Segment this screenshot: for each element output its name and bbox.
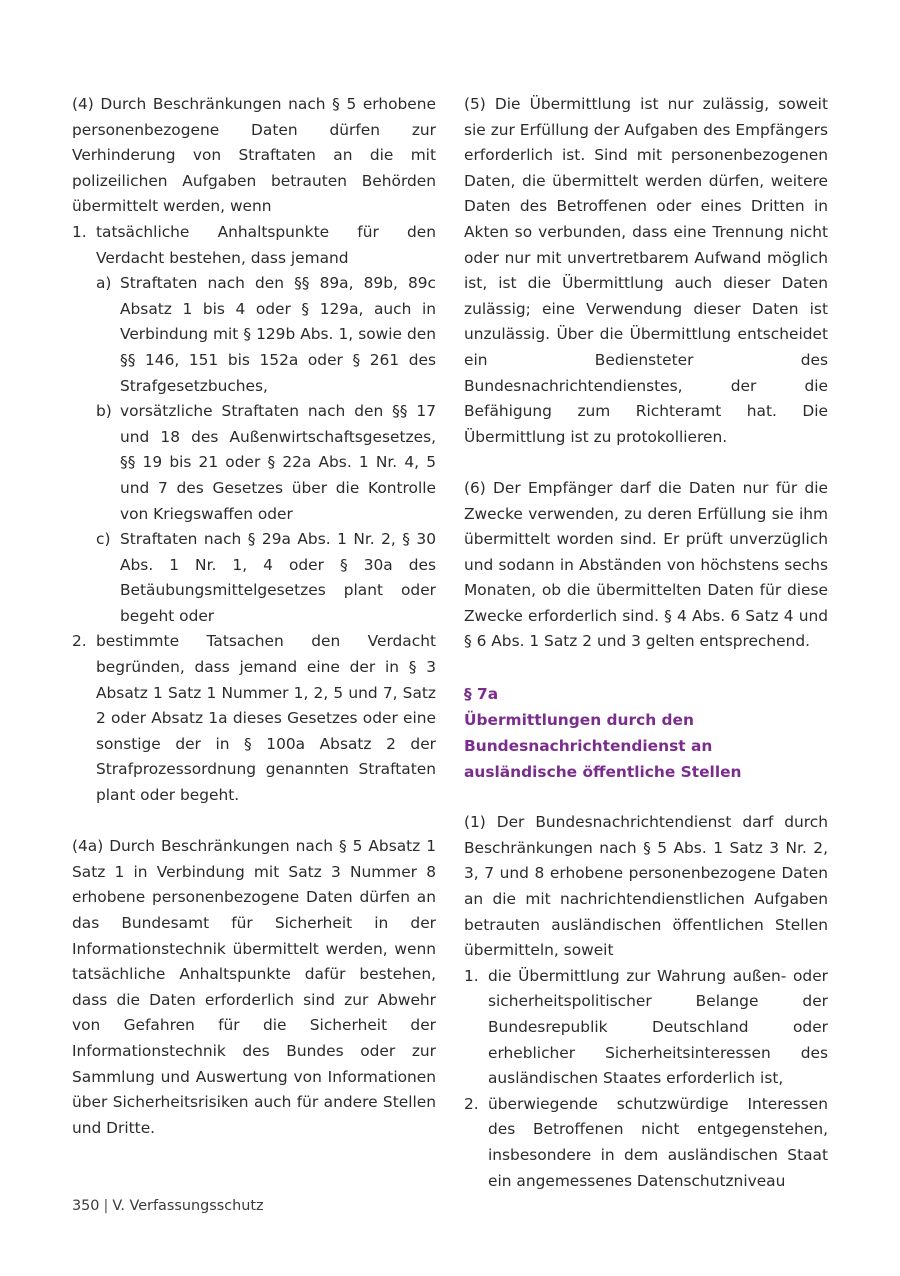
list-text: überwiegende schutzwürdige Interessen des Betroffenen nicht entgegenstehen, insbesondere in dem ausländischen Staat ein angemessenes Datenschutzniveau — [488, 1094, 828, 1190]
page-number: 350 — [72, 1198, 100, 1214]
sublist-item — [96, 271, 436, 399]
paragraph-4-intro: (4) Durch Beschränkungen nach § 5 erhobene personenbezogene Daten dürfen zur Verhinderung von Straftaten an die mit polizeilichen Aufgaben betrauten Behörden übermittelt werden, wenn — [72, 95, 436, 216]
sublist-text: Straftaten nach den §§ 89a, 89b, 89c Absatz 1 bis 4 oder § 129a, auch in Verbindung mit § 129b Abs. 1, sowie den §§ 146, 151 bis 152a oder § 261 des Strafgesetzbuches, — [120, 274, 436, 395]
list-item — [464, 1092, 828, 1194]
sublist-text: vorsätzliche Straftaten nach den §§ 17 und 18 des Außenwirtschaftsgesetzes, §§ 19 bis 21 oder § 22a Abs. 1 Nr. 4, 5 und 7 des Gesetzes über die Kontrolle von Kriegswaffen oder — [120, 402, 436, 523]
paragraph-5: (5) Die Übermittlung ist nur zulässig, soweit sie zur Erfüllung der Aufgaben des Empfängers erforderlich ist. Sind mit personenbezogenen Daten, die übermittelt werden dürfen, weitere Daten des Betroffenen oder eines Dritten in Akten so verbunden, dass eine Trennung nicht oder nur mit unvertretbarem Aufwand möglich ist, ist die Übermittlung auch dieser Daten zulässig; eine Verwendung dieser Daten ist unzulässig. Über die Übermittlung entscheidet ein Bediensteter des Bundesnachrichtendienstes, der die Befähigung zum Richteramt hat. Die Übermittlung ist zu protokollieren. — [464, 95, 828, 446]
chapter-title: V. Verfassungsschutz — [112, 1198, 264, 1214]
list-text: die Übermittlung zur Wahrung außen- oder sicherheitspolitischer Belange der Bundesrepublik Deutschland oder erheblicher Sicherheitsinteressen des ausländischen Staates erforderlich ist, — [488, 966, 828, 1088]
sublist-item — [96, 399, 436, 527]
sublist-letter: a) — [96, 274, 112, 293]
sublist-item — [96, 527, 436, 629]
paragraph-6: (6) Der Empfänger darf die Daten nur für die Zwecke verwenden, zu deren Erfüllung sie ihm übermittelt worden sind. Er prüft unverzüglich und sodann in Abständen von höchstens sechs Monaten, ob die übermittelten Daten für diese Zwecke erforderlich sind. § 4 Abs. 6 Satz 4 und § 6 Abs. 1 Satz 2 und 3 gelten entsprechend. — [464, 478, 828, 651]
sublist — [96, 271, 436, 629]
sublist-letter: b) — [96, 402, 112, 421]
list-number: 1. — [72, 222, 87, 241]
sublist-text: Straftaten nach § 29a Abs. 1 Nr. 2, § 30 Abs. 1 Nr. 1, 4 oder § 30a des Betäubungsmittelgesetzes plant oder begeht oder — [120, 530, 436, 625]
list-item — [464, 964, 828, 1092]
list-text: bestimmte Tatsachen den Verdacht begründen, dass jemand eine der in § 3 Absatz 1 Satz 1 Nummer 1, 2, 5 und 7, Satz 2 oder Absatz 1a dieses Gesetzes oder eine sonstige der in § 100a Absatz 2 der Strafprozessordnung genannten Straftaten plant oder begeht. — [96, 632, 436, 805]
section-number: § 7a — [464, 684, 499, 703]
paragraph-4a: (4a) Durch Beschränkungen nach § 5 Absatz 1 Satz 1 in Verbindung mit Satz 3 Nummer 8 erhobene personenbezogene Daten dürfen an das Bundesamt für Sicherheit in der Informationstechnik übermittelt werden, wenn tatsächliche Anhaltspunkte dafür bestehen, dass die Daten erforderlich sind zur Abwehr von Gefahren für die Sicherheit der Informationstechnik des Bundes oder zur Sammlung und Auswertung von Informationen über Sicherheitsrisiken auch für andere Stellen und Dritte. — [72, 837, 436, 1137]
right-column — [464, 92, 828, 1194]
paragraph-1-intro: (1) Der Bundesnachrichtendienst darf durch Beschränkungen nach § 5 Abs. 1 Satz 3 Nr. 2, 3, 7 und 8 erhobene personenbezogene Daten an die mit nachrichtendienstlichen Aufgaben betrauten ausländischen öffentlichen Stellen übermitteln, soweit — [464, 813, 828, 960]
left-column — [72, 92, 436, 1141]
list-number: 1. — [464, 966, 479, 985]
list-number: 2. — [464, 1094, 479, 1113]
list-text: tatsächliche Anhaltspunkte für den Verdacht bestehen, dass jemand — [96, 222, 436, 267]
list-number: 2. — [72, 632, 87, 651]
footer-separator: | — [103, 1198, 109, 1214]
list-item — [72, 629, 436, 808]
page-footer — [72, 1198, 264, 1214]
section-title: Übermittlungen durch den Bundesnachrichtendienst an ausländische öffentliche Stellen — [464, 710, 742, 781]
sublist-letter: c) — [96, 530, 111, 549]
list-item — [72, 220, 436, 271]
